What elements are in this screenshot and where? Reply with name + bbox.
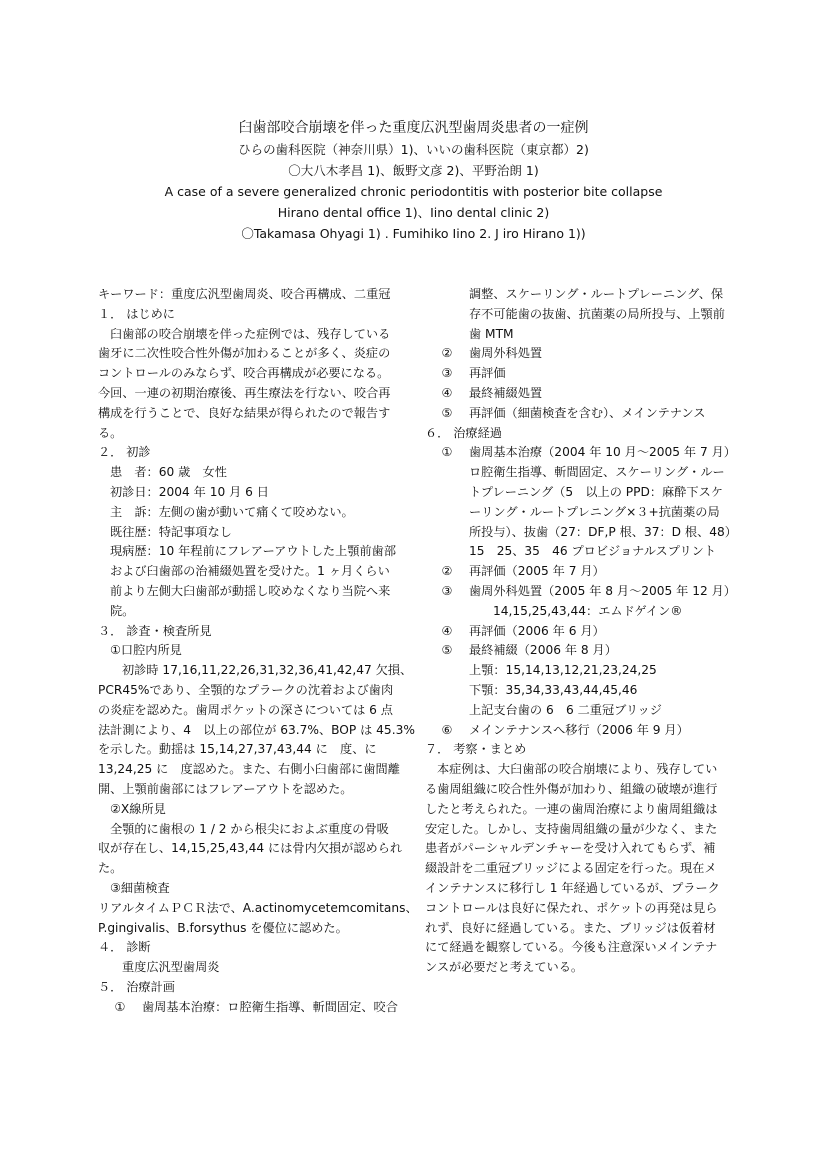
section-5-heading: ５． 治療計画 (98, 979, 175, 994)
paragraph-line: 本症例は、大臼歯部の咬合崩壊により、残存してい (437, 762, 718, 777)
affiliations-en: Hirano dental office 1)、Iino dental clinic 2) (277, 205, 550, 220)
paragraph-line: た。 (98, 861, 123, 876)
progress-item-number: ② (441, 564, 453, 579)
paragraph-line: にて経過を観察している。今後も注意深いメインテナ (425, 940, 718, 955)
paragraph-line: 法計測により、4 以上の部位が 63.7%、BOP は 45.3% (98, 722, 415, 737)
patient-info-line: 院。 (110, 603, 135, 618)
paragraph-line: 全顎的に歯根の 1 / 2 から根尖におよぶ重度の骨吸 (110, 821, 389, 836)
plan-item-text: 再評価（細菌検査を含む）、メインテナンス (469, 405, 706, 420)
progress-item-number: ③ (441, 583, 453, 598)
paragraph-line: 13,24,25 に 度認めた。また、右側小臼歯部に歯間離 (98, 762, 400, 777)
paragraph-line: 収が存在し、14,15,25,43,44 には骨内欠損が認められ (98, 841, 403, 856)
paper-header (0, 118, 827, 244)
paragraph-line: 臼歯部の咬合崩壊を伴った症例では、残存している (110, 326, 391, 341)
section-2-heading: ２． 初診 (98, 445, 151, 460)
paragraph-line: を示した。動揺は 15,14,27,37,43,44 に 度、に (98, 742, 377, 757)
section-4-heading: ４． 診断 (98, 940, 151, 955)
section-3-heading: ３． 診査・検査所見 (98, 623, 212, 638)
progress-item-continued: トプレーニング（5 以上の PPD：麻酔下スケ (469, 484, 723, 499)
subheading-xray-findings: ②X線所見 (110, 801, 166, 816)
progress-item (425, 443, 736, 463)
progress-item-text: 歯周外科処置（2005 年 8 月～2005 年 12 月） (469, 583, 736, 598)
patient-info-line: 患 者：60 歳 女性 (110, 465, 227, 480)
title-ja: 臼歯部咬合崩壊を伴った重度広汎型歯周炎患者の一症例 (238, 120, 589, 136)
plan-item-continued: 調整、スケーリング・ルートプレーニング、保 (469, 287, 724, 301)
paragraph-line: の炎症を認めた。歯周ポケットの深さについては 6 点 (98, 702, 393, 717)
progress-item (425, 562, 731, 582)
plan-item-text: 歯周基本治療：ロ腔衛生指導、斬間固定、咬合 (142, 999, 398, 1014)
progress-item-text: メインテナンスへ移行（2006 年 9 月） (469, 722, 689, 737)
progress-item-continued: 14,15,25,43,44：エムドゲイン® (493, 603, 683, 618)
progress-item-continued: 上記支台歯の 6 6 二重冠ブリッジ (469, 702, 662, 717)
paragraph-line: 初診時 17,16,11,22,26,31,32,36,41,42,47 欠損、 (122, 663, 413, 678)
subheading-oral-findings: ①口腔内所見 (110, 643, 182, 658)
paragraph-line: 安定した。しかし、支持歯周組織の量が少なく、また (425, 821, 718, 836)
authors-ja: 〇大八木孝昌 1)、飯野文彦 2)、平野治朗 1) (288, 163, 539, 178)
paragraph-line: 患者がパーシャルデンチャーを受け入れてもらず、補 (425, 841, 716, 856)
patient-info-line: および臼歯部の治補綴処置を受けた。1 ヶ月くらい (110, 564, 390, 579)
plan-item (425, 364, 731, 384)
plan-item-text: 最終補綴処置 (469, 385, 543, 400)
paragraph-line: 構成を行うことで、良好な結果が得られたので報告す (98, 405, 391, 420)
left-column (98, 285, 418, 1017)
plan-item-text: 再評価 (469, 366, 506, 381)
authors-en: 〇Takamasa Ohyagi 1) . Fumihiko Iino 2. J iro Hirano 1)) (241, 226, 586, 241)
diagnosis-text: 重度広汎型歯周炎 (122, 960, 220, 975)
progress-item-text: 最終補綴（2006 年 8 月） (469, 643, 617, 658)
section-7-heading: ７． 考察・まとめ (425, 742, 527, 757)
keywords: キーワード：重度広汎型歯周炎、咬合再構成、二重冠 (98, 287, 391, 301)
progress-item-number: ⑥ (441, 722, 453, 737)
paragraph-line: 歯牙に二次性咬合性外傷が加わることが多く、炎症の (98, 346, 391, 361)
plan-item-number: ⑤ (441, 405, 453, 420)
progress-item-continued: 上顎：15,14,13,12,21,23,24,25 (469, 663, 657, 678)
progress-item-continued: 所投与）、抜歯（27：DF,P 根、37：D 根、48） (469, 524, 737, 539)
progress-item-number: ⑤ (441, 643, 453, 658)
progress-item (425, 582, 736, 602)
plan-item (425, 344, 731, 364)
plan-item (425, 384, 731, 404)
right-column (425, 285, 737, 978)
paragraph-line: コントロールのみならず、咬合再構成が必要になる。 (98, 366, 390, 381)
progress-item-text: 歯周基本治療（2004 年 10 月～2005 年 7 月） (469, 445, 736, 460)
paragraph-line: PCR45%であり、全顎的なプラークの沈着および歯肉 (98, 682, 394, 697)
plan-item-number: ③ (441, 366, 453, 381)
plan-item-text: 歯周外科処置 (469, 346, 543, 361)
paragraph-line: したと考えられた。一連の歯周治療により歯周組織は (425, 801, 718, 816)
patient-info-line: 初診日：2004 年 10 月 6 日 (110, 484, 269, 499)
paragraph-line: る歯周組織に咬合性外傷が加わり、組織の破壊が進行 (425, 781, 718, 796)
paragraph-line: コントロールは良好に保たれ、ポケットの再発は見ら (425, 900, 718, 915)
paragraph-line: れず、良好に経過している。また、ブリッジは仮着材 (425, 920, 716, 935)
plan-item (98, 998, 410, 1018)
plan-item-continued: 存不可能歯の抜歯、抗菌薬の局所投与、上顎前 (469, 306, 725, 321)
progress-item (425, 721, 731, 741)
plan-item (425, 404, 731, 424)
progress-item-number: ④ (441, 623, 453, 638)
progress-item-text: 再評価（2005 年 7 月） (469, 564, 605, 579)
patient-info-line: 現病歴：10 年程前にフレアーアウトした上顎前歯部 (110, 544, 397, 559)
plan-item-continued: 歯 MTM (469, 326, 514, 341)
patient-info-line: 既往歴：特記事項なし (110, 524, 232, 539)
section-1-heading: １． はじめに (98, 306, 175, 321)
plan-item-number: ② (441, 346, 453, 361)
progress-item (425, 641, 731, 661)
title-en: A case of a severe generalized chronic periodontitis with posterior bite collapse (164, 184, 663, 199)
progress-item-continued: ロ腔衛生指導、斬間固定、スケーリング・ルー (469, 465, 725, 480)
progress-item-text: 再評価（2006 年 6 月） (469, 623, 605, 638)
progress-item-continued: 下顎：35,34,33,43,44,45,46 (469, 682, 638, 697)
affiliations-ja: ひらの歯科医院（神奈川県）1)、いいの歯科医院（東京都）2) (238, 142, 589, 157)
subheading-bacterial-test: ③細菌検査 (110, 880, 170, 895)
paragraph-line: 綴設計を二重冠ブリッジによる固定を行った。現在メ (425, 861, 717, 876)
paragraph-line: る。 (98, 425, 123, 440)
paragraph-line: リアルタイムＰＣＲ法で、A.actinomycetemcomitans、 (98, 900, 418, 915)
progress-item (425, 622, 731, 642)
progress-item-continued: ーリング・ルートプレニング×３+抗菌薬の局 (469, 504, 720, 519)
paragraph-line: インテナンスに移行し 1 年経過しているが、プラーク (425, 880, 720, 895)
paragraph-line: P.gingivalis、B.forsythus を優位に認めた。 (98, 920, 348, 935)
progress-item-number: ① (441, 445, 453, 460)
paragraph-line: 今回、一連の初期治療後、再生療法を行ない、咬合再 (98, 385, 391, 400)
paragraph-line: 開、上顎前歯部にはフレアーアウトを認めた。 (98, 781, 353, 796)
progress-item-continued: 15 25、35 46 プロビジョナルスプリント (469, 544, 717, 559)
patient-info-line: 前より左側大臼歯部が動揺し咬めなくなり当院へ来 (110, 583, 391, 598)
paragraph-line: ンスが必要だと考えている。 (425, 960, 584, 975)
section-6-heading: ６． 治療経過 (425, 425, 502, 440)
plan-item-number: ④ (441, 385, 453, 400)
plan-item-number: ① (114, 999, 126, 1014)
patient-info-line: 主 訴：左側の歯が動いて痛くて咬めない。 (110, 504, 354, 519)
